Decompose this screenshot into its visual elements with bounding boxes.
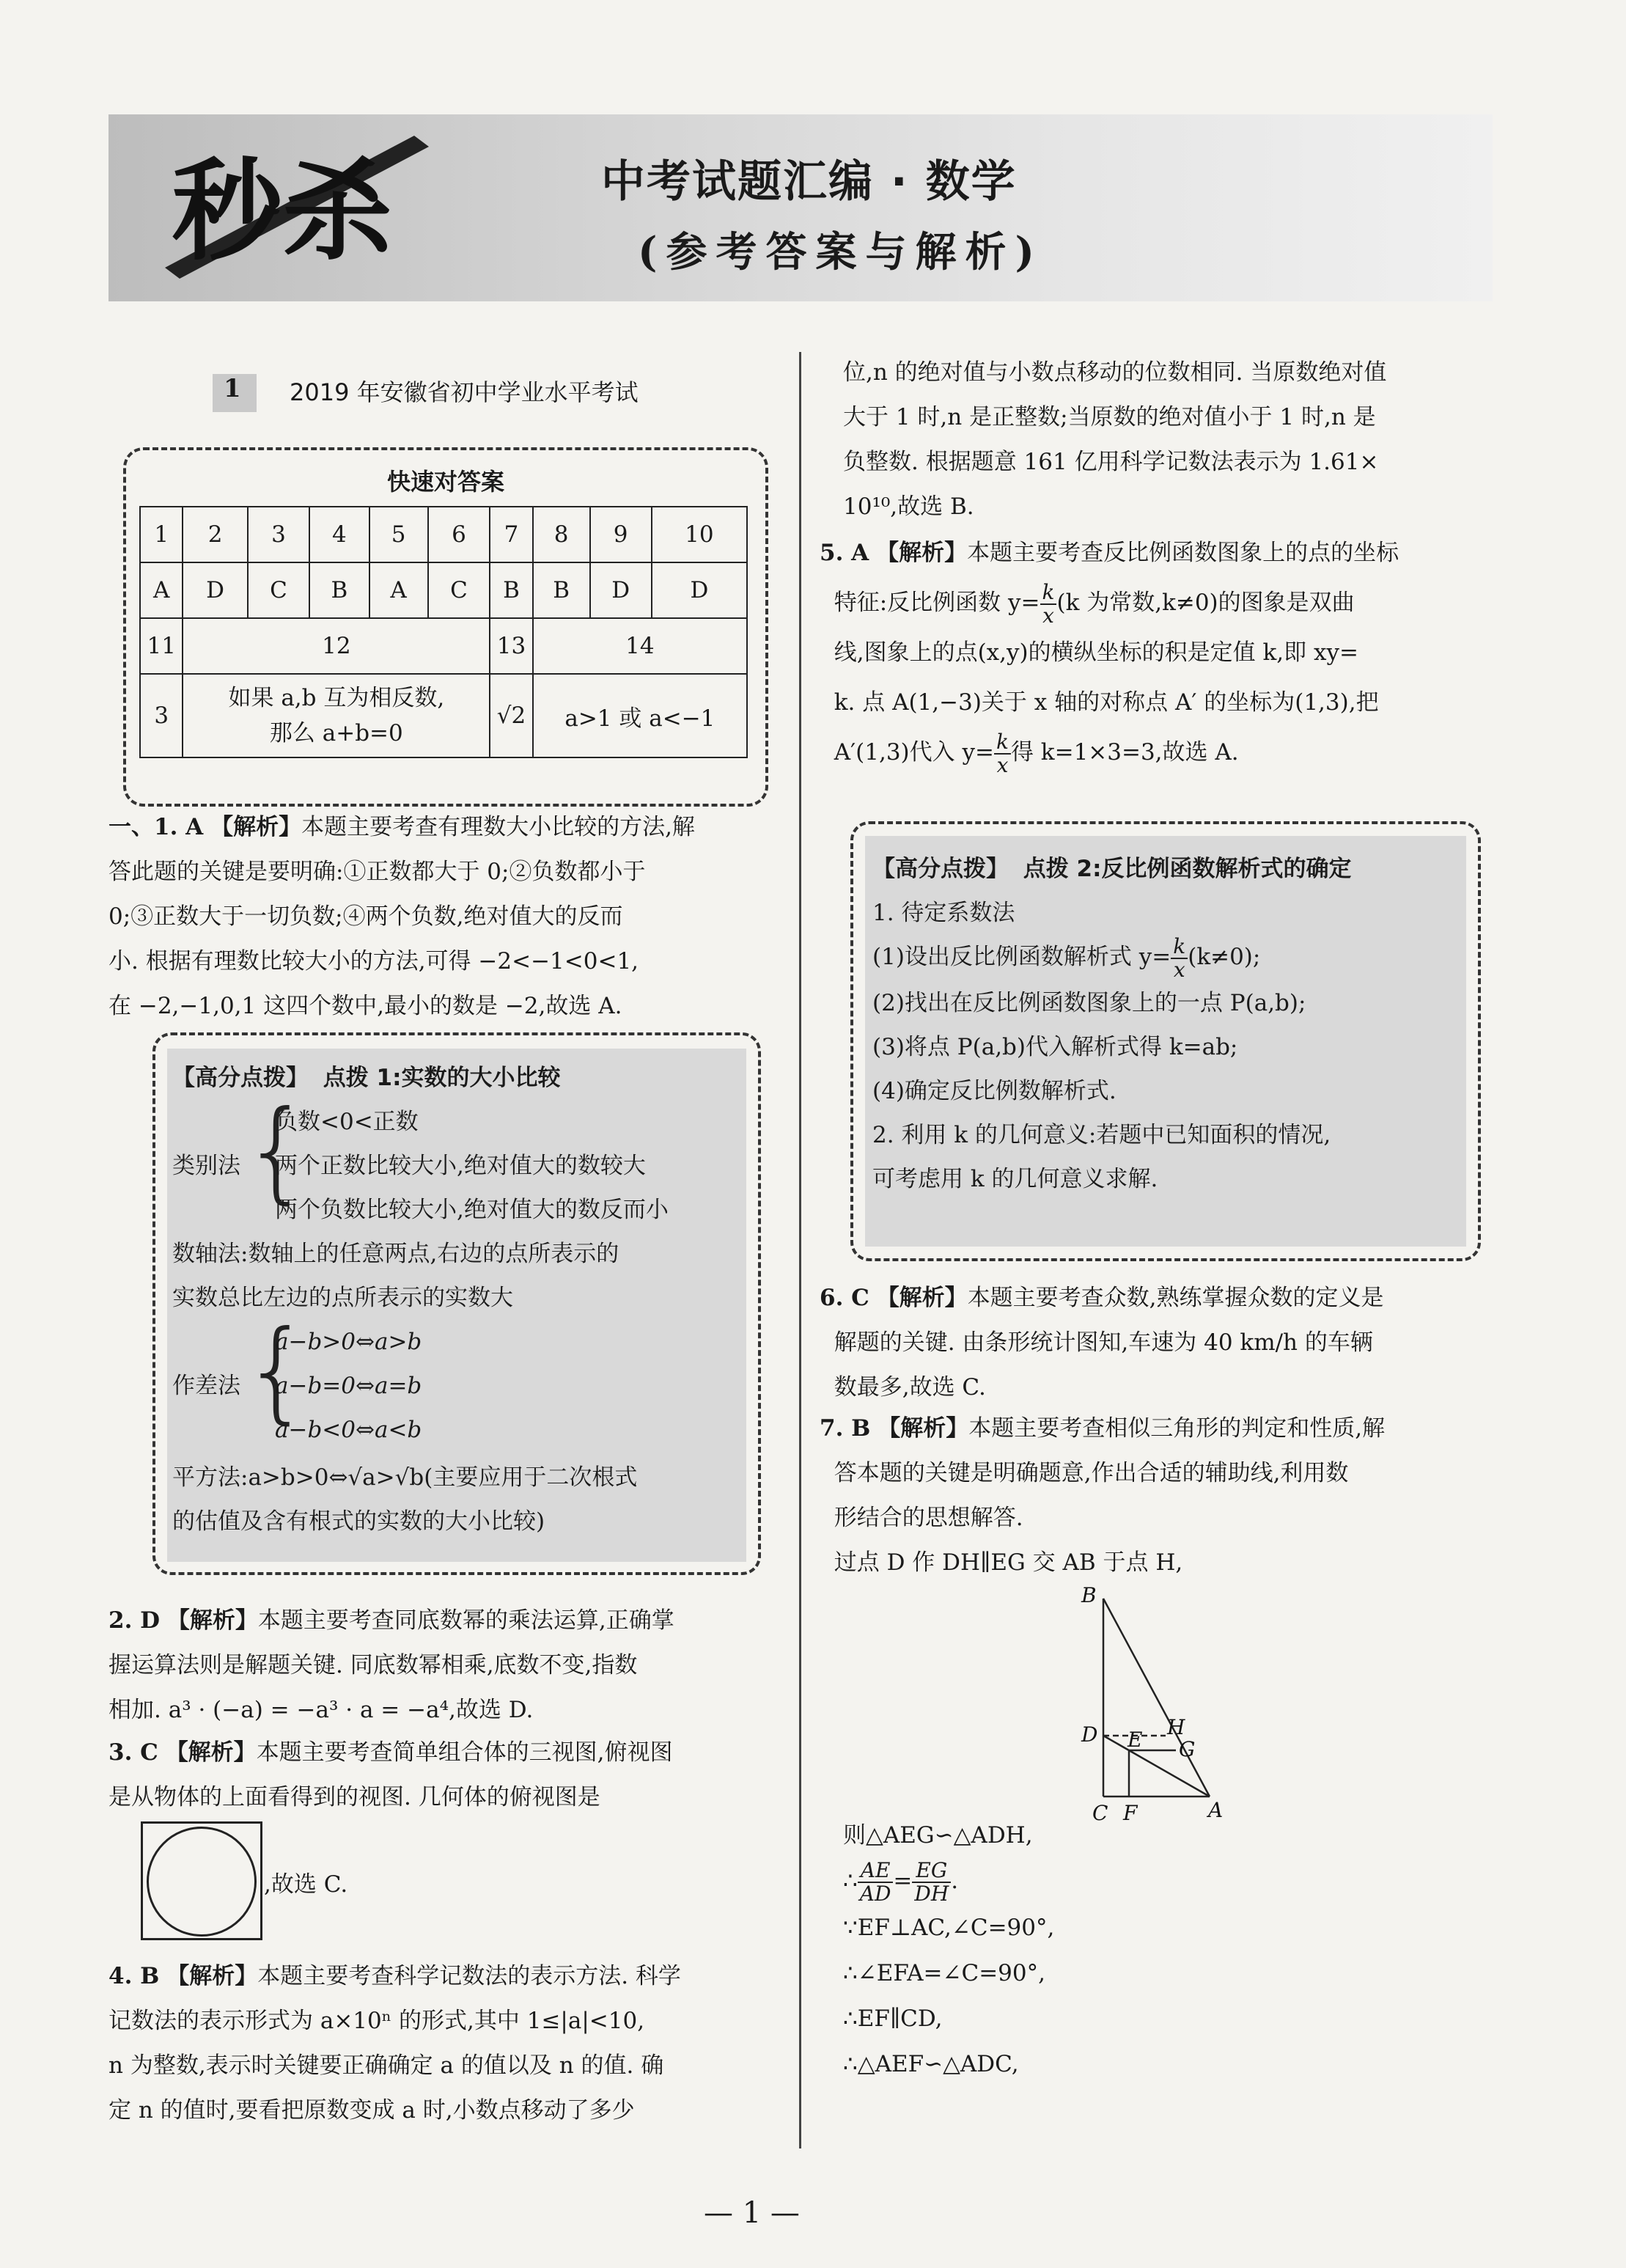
pt-label: B (1081, 1584, 1097, 1607)
q4-tag: 【解析】 (166, 1963, 258, 1989)
section-number: 1 (224, 374, 241, 403)
q1-line: 0;③正数大于一切负数;④两个负数,绝对值大的反而 (108, 903, 623, 930)
q4c-line: 大于 1 时,n 是正整数;当原数的绝对值小于 1 时,n 是 (843, 404, 1376, 430)
q4-line: n 为整数,表示时关键要正确确定 a 的值以及 n 的值. 确 (108, 2052, 664, 2079)
q7-label: 7. B (820, 1415, 871, 1442)
q-answer: D (590, 562, 652, 618)
circle-shape (147, 1827, 257, 1937)
tip1-cat-items (275, 1100, 669, 1232)
tip2-body (872, 847, 1351, 1201)
q7-block (820, 1406, 1494, 1585)
q7-step: ∵EF⊥AC,∠C=90°, (843, 1914, 1055, 1941)
frac-den: DH (914, 1881, 949, 1906)
brace-icon: { (242, 1307, 312, 1435)
column-divider (799, 352, 801, 2148)
q-num: 14 (533, 618, 747, 674)
tip1-cat-item: 负数<0<正数 (275, 1109, 419, 1135)
q3-block (108, 1731, 783, 1820)
q4c-line: 负整数. 根据题意 161 亿用科学记数法表示为 1.61× (843, 449, 1379, 475)
tip1-heading (172, 1056, 560, 1100)
tip1-head: 【高分点拨】 (172, 1065, 309, 1091)
fraction-k-over-x (1171, 933, 1188, 982)
q-answer: A (369, 562, 428, 618)
q7-solution: 则△AEG∽△ADH, ∴ $\frac{AE}{AD}$ = $\frac{EG}{DH}$ . ∵EF⊥AC,∠C=90°, ∴∠EFA=∠C=90°, ∴EF∥CD, ∴△AEF∽△ADC, (843, 1822, 1055, 2077)
q-num: 2 (183, 507, 247, 562)
tip1-diff-item: a−b=0⇔a=b (275, 1373, 422, 1399)
logo-text: 秒杀 (172, 148, 393, 276)
q7-step: ∴∠EFA=∠C=90°, (843, 1959, 1045, 1986)
frac-den: x (1173, 957, 1185, 982)
frac-den: AD (859, 1881, 891, 1906)
q7-construct: 过点 D 作 DH∥EG 交 AB 于点 H, (834, 1549, 1183, 1576)
q-num: 12 (183, 618, 490, 674)
frac-den: x (1042, 603, 1054, 628)
tip2-line: (4)确定反比例数解析式. (872, 1077, 1117, 1104)
q5-line2b: (k 为常数,k≠0)的图象是双曲 (1056, 590, 1355, 616)
q2-block (108, 1599, 783, 1733)
top-view-figure (141, 1821, 262, 1940)
fraction-k-over-x (1040, 581, 1057, 627)
frac-den: x (996, 752, 1009, 777)
q-num: 9 (590, 507, 652, 562)
q1-label: 一、1. A (108, 814, 204, 840)
q5-line5b: 得 k=1×3=3,故选 A. (1010, 739, 1239, 766)
brace-icon: { (242, 1087, 312, 1215)
q7-step: ∴EF∥CD, (843, 2005, 943, 2032)
q-answer: √2 (490, 674, 533, 757)
q5-line5a: A′(1,3)代入 y= (834, 739, 994, 766)
q1-line: 在 −2,−1,0,1 这四个数中,最小的数是 −2,故选 A. (108, 993, 622, 1019)
q-num: 4 (309, 507, 369, 562)
tip1-cat-item: 两个负数比较大小,绝对值大的数反而小 (275, 1197, 669, 1223)
q3-after-figure: ,故选 C. (264, 1871, 348, 1898)
tip1-diff-item: a−b<0⇔a<b (275, 1417, 422, 1443)
q-num: 8 (533, 507, 590, 562)
q-num: 10 (652, 507, 747, 562)
frac-num: EG (912, 1860, 951, 1883)
tip2-line: (1)设出反比例函数解析式 y= (872, 944, 1171, 970)
tip1-diff-items (275, 1320, 422, 1452)
q7-line: 答本题的关键是明确题意,作出合适的辅助线,利用数 (834, 1460, 1349, 1486)
q5-line3: 线,图象上的点(x,y)的横纵坐标的积是定值 k,即 xy= (834, 639, 1358, 666)
answer-table-title: 快速对答案 (386, 468, 504, 496)
q-answer: a>1 或 a<−1 (533, 674, 747, 757)
q-answer: D (652, 562, 747, 618)
answer-table (139, 506, 748, 758)
q5-label: 5. A (820, 540, 869, 566)
q-answer: B (533, 562, 590, 618)
tip1-diff-item: a−b>0⇔a>b (275, 1329, 422, 1355)
q1-line: 本题主要考查有理数大小比较的方法,解 (301, 814, 695, 840)
tip2-line: (k≠0); (1188, 944, 1261, 970)
q6-line: 数最多,故选 C. (834, 1374, 986, 1401)
section-title: 2019 年安徽省初中学业水平考试 (290, 378, 639, 406)
q-num: 13 (490, 618, 533, 674)
q7-tag: 【解析】 (878, 1415, 969, 1442)
pt-label: H (1167, 1715, 1185, 1739)
q12-line1: 如果 a,b 互为相反数, (228, 685, 445, 711)
frac-num: AE (858, 1860, 894, 1883)
frac-num: k (1040, 581, 1057, 605)
tip1-title: 点拨 1:实数的大小比较 (323, 1065, 561, 1091)
tip2-title: 点拨 2:反比例函数解析式的确定 (1023, 856, 1352, 882)
pt-label: D (1081, 1722, 1098, 1747)
pt-label: E (1127, 1728, 1143, 1752)
q6-tag: 【解析】 (876, 1285, 968, 1311)
q5-line2a: 特征:反比例函数 y= (834, 590, 1040, 616)
q4-line: 记数法的表示形式为 a×10ⁿ 的形式,其中 1≤|a|<10, (108, 2008, 645, 2034)
q3-label: 3. C (108, 1739, 158, 1766)
pt-label: G (1179, 1737, 1196, 1761)
q3-line: 是从物体的上面看得到的视图. 几何体的俯视图是 (108, 1784, 600, 1810)
q-answer: A (140, 562, 183, 618)
q4-line: 定 n 的值时,要看把原数变成 a 时,小数点移动了多少 (108, 2097, 635, 2124)
q3-line: 本题主要考查简单组合体的三视图,俯视图 (256, 1739, 673, 1766)
q12-line2: 那么 a+b=0 (269, 720, 403, 746)
fraction-k-over-x (994, 731, 1011, 777)
q-answer: B (490, 562, 533, 618)
q-answer: C (248, 562, 310, 618)
q7-line: 本题主要考查相似三角形的判定和性质,解 (968, 1415, 1386, 1442)
q-answer: 3 (140, 674, 183, 757)
page-title: 中考试题汇编 · 数学 (601, 156, 1017, 208)
q5-line1: 本题主要考查反比例函数图象上的点的坐标 (967, 540, 1399, 566)
q2-line: 本题主要考查同底数幂的乘法运算,正确掌 (257, 1607, 674, 1634)
q1-line: 答此题的关键是要明确:①正数都大于 0;②负数都小于 (108, 859, 646, 885)
tip2-line: (2)找出在反比例函数图象上的一点 P(a,b); (872, 989, 1306, 1016)
q1-tag: 【解析】 (210, 814, 302, 840)
q7-step: 则△AEG∽△ADH, (843, 1822, 1033, 1849)
q5-line4: k. 点 A(1,−3)关于 x 轴的对称点 A′ 的坐标为(1,3),把 (834, 689, 1379, 716)
q4-label: 4. B (108, 1963, 160, 1989)
q4c-line: 位,n 的绝对值与小数点移动的位数相同. 当原数绝对值 (843, 359, 1387, 386)
fraction-AE-AD (858, 1857, 894, 1906)
q2-tag: 【解析】 (166, 1607, 258, 1634)
q6-line: 解题的关键. 由条形统计图知,车速为 40 km/h 的车辆 (834, 1329, 1373, 1356)
q-num: 11 (140, 618, 183, 674)
q7-step: ∴△AEF∽△ADC, (843, 2050, 1019, 2077)
tip2-line: 2. 利用 k 的几何意义:若题中已知面积的情况, (872, 1121, 1331, 1148)
q-num: 5 (369, 507, 428, 562)
tip1-sq-line2: 的估值及含有根式的实数的大小比较) (172, 1508, 545, 1535)
q4-line: 本题主要考查科学记数法的表示方法. 科学 (257, 1963, 681, 1989)
tip1-axis-line2: 实数总比左边的点所表示的实数大 (172, 1285, 513, 1311)
q6-label: 6. C (820, 1285, 869, 1311)
q-num: 7 (490, 507, 533, 562)
q-answer: C (428, 562, 490, 618)
tip1-diff-label: 作差法 (172, 1373, 240, 1399)
q2-line: 相加. a³ · (−a) = −a³ · a = −a⁴,故选 D. (108, 1697, 534, 1723)
tip1-sq-line1: 平方法:a>b>0⇔√a>√b(主要应用于二次根式 (172, 1464, 638, 1491)
q-num: 3 (248, 507, 310, 562)
q1-line: 小. 根据有理数比较大小的方法,可得 −2<−1<0<1, (108, 948, 639, 975)
q7-step-end: . (951, 1868, 959, 1894)
logo-miaosha (150, 121, 444, 297)
tip2-line: (3)将点 P(a,b)代入解析式得 k=ab; (872, 1033, 1238, 1060)
tip1-axis (172, 1232, 619, 1320)
pt-label: A (1208, 1798, 1224, 1822)
q-answer-12 (183, 674, 490, 757)
q6-line: 本题主要考查众数,熟练掌握众数的定义是 (967, 1285, 1384, 1311)
q5-block (820, 528, 1494, 777)
q4c-line: 10¹⁰,故选 B. (843, 493, 974, 520)
tip1-square (172, 1456, 637, 1544)
tip1-cat-item: 两个正数比较大小,绝对值大的数较大 (275, 1153, 646, 1179)
q-num: 6 (428, 507, 490, 562)
q5-tag: 【解析】 (876, 540, 968, 566)
q7-step: ∴ (843, 1868, 858, 1894)
tip2-line: 可考虑用 k 的几何意义求解. (872, 1165, 1158, 1192)
q2-label: 2. D (108, 1607, 161, 1634)
q6-block (820, 1276, 1494, 1410)
pt-label: F (1123, 1801, 1138, 1825)
q1-block (108, 805, 783, 1029)
q-answer: D (183, 562, 247, 618)
tip1-axis-line1: 数轴法:数轴上的任意两点,右边的点所表示的 (172, 1241, 619, 1267)
tip2-line: 1. 待定系数法 (872, 900, 1015, 926)
q-answer: B (309, 562, 369, 618)
pt-label: C (1092, 1801, 1108, 1825)
page-number: — 1 — (704, 2196, 800, 2230)
q7-line: 形结合的思想解答. (834, 1505, 1023, 1531)
q2-line: 握运算法则是解题关键. 同底数幂相乘,底数不变,指数 (108, 1652, 638, 1678)
frac-num: k (1171, 936, 1188, 959)
geometry-figure (1078, 1584, 1246, 1833)
frac-num: k (994, 731, 1011, 755)
fraction-EG-DH (912, 1857, 951, 1906)
tip2-head: 【高分点拨】 (872, 856, 1009, 882)
q-num: 1 (140, 507, 183, 562)
page-subtitle: (参考答案与解析) (638, 228, 1043, 276)
q3-tag: 【解析】 (165, 1739, 257, 1766)
q4-block (108, 1954, 783, 2133)
tip1-cat-label: 类别法 (172, 1153, 240, 1179)
q4-continued (843, 351, 1496, 529)
